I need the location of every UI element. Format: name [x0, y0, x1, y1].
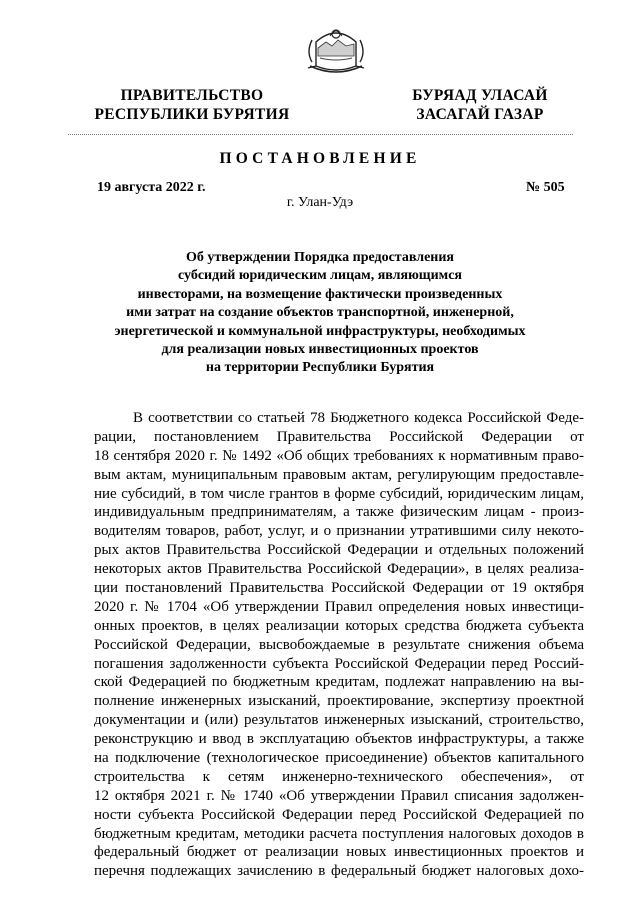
government-name-russian: [92, 86, 292, 124]
subject-line: для реализации новых инвестиционных проектов: [161, 342, 479, 358]
body-line: некоторых актов Правительства Российской Федерации», в целях реализа-: [94, 561, 584, 578]
subject-line: инвесторами, на возмещение фактически произведенных: [137, 286, 503, 302]
government-name-buryat-line-1: БУРЯАД УЛАСАЙ: [412, 87, 548, 104]
body-line: онных проектов, в целях реализации которых средства бюджета субъекта: [94, 617, 584, 634]
body-line: бюджетным кредитам, методики расчета поступления налоговых доходов в: [94, 825, 584, 842]
body-line: 2020 г. № 1704 «Об утверждении Правил определения новых инвестици-: [94, 598, 584, 615]
body-line: ской Федерацией по бюджетным кредитам, подлежат направлению на вы-: [94, 674, 584, 691]
subject-line: субсидий юридическим лицам, являющимся: [177, 268, 462, 284]
body-line: строительства к сетям инженерно-технического обеспечения», от: [94, 768, 584, 785]
body-line: вым актам, муниципальным правовым актам, регулирующим предоставле-: [94, 466, 584, 483]
body-line: водителям товаров, работ, услуг, и о признании утратившими силу некото-: [94, 523, 584, 540]
subject-line: на территории Республики Бурятия: [205, 360, 435, 376]
document-subject: [90, 249, 550, 378]
body-line: реконструкцию и ввод в эксплуатацию объектов инфраструктуры, а также: [94, 731, 584, 748]
subject-line: Об утверждении Порядка предоставления: [185, 250, 455, 265]
body-line: погашения задолженности субъекта Российской Федерации перед Россий-: [94, 655, 584, 672]
subject-line: ими затрат на создание объектов транспортной, инженерной,: [126, 305, 514, 321]
government-name-buryat-line-2: ЗАСАГАЙ ГАЗАР: [416, 106, 544, 123]
document-number: № 505: [526, 180, 565, 195]
coat-of-arms-emblem-icon: [302, 22, 370, 80]
document-city: г. Улан-Удэ: [286, 195, 354, 210]
body-line: ние субсидий, в том числе грантов в форме субсидий, юридическим лицам,: [94, 485, 584, 502]
body-line: Российской Федерации, высвобождаемые в результате снижения объема: [94, 636, 584, 653]
body-line: 12 октября 2021 г. № 1740 «Об утверждении Правил списания задолжен-: [94, 787, 584, 804]
body-line: рации, постановлением Правительства Российской Федерации от: [94, 428, 584, 445]
body-line: В соответствии со статьей 78 Бюджетного кодекса Российской Феде-: [133, 410, 584, 426]
body-line: на подключение (технологическое присоединение) объектов капитального: [94, 750, 584, 767]
document-type-title: ПОСТАНОВЛЕНИЕ: [219, 150, 421, 167]
body-line: ции постановлений Правительства Российской Федерации от 19 октября: [94, 580, 584, 597]
body-line: рых актов Правительства Российской Федерации и отдельных положений: [94, 542, 584, 559]
body-line: ности субъекта Российской Федерации перед Российской Федерацией по: [94, 806, 584, 823]
document-body: [94, 409, 584, 881]
government-name-line-1: ПРАВИТЕЛЬСТВО: [120, 87, 264, 104]
body-line: 18 сентября 2020 г. № 1492 «Об общих требованиях к нормативным право-: [94, 447, 584, 464]
body-line: перечня подлежащих зачислению в федеральный бюджет налоговых дохо-: [94, 863, 584, 880]
body-line: документации и (или) результатов инженерных изысканий, строительство,: [94, 712, 584, 729]
government-name-buryat: [390, 86, 570, 124]
government-name-line-2: РЕСПУБЛИКИ БУРЯТИЯ: [94, 106, 290, 123]
body-line: индивидуальным предпринимателям, а также физическим лицам - произ-: [94, 504, 584, 521]
body-line: федеральный бюджет от реализации новых инвестиционных проектов и: [94, 844, 584, 861]
subject-line: энергетической и коммунальной инфраструктуры, необходимых: [114, 323, 526, 339]
document-date: 19 августа 2022 г.: [97, 180, 206, 195]
body-line: полнение инженерных изысканий, проектирование, экспертизу проектной: [94, 693, 584, 710]
header-divider: [68, 134, 573, 135]
